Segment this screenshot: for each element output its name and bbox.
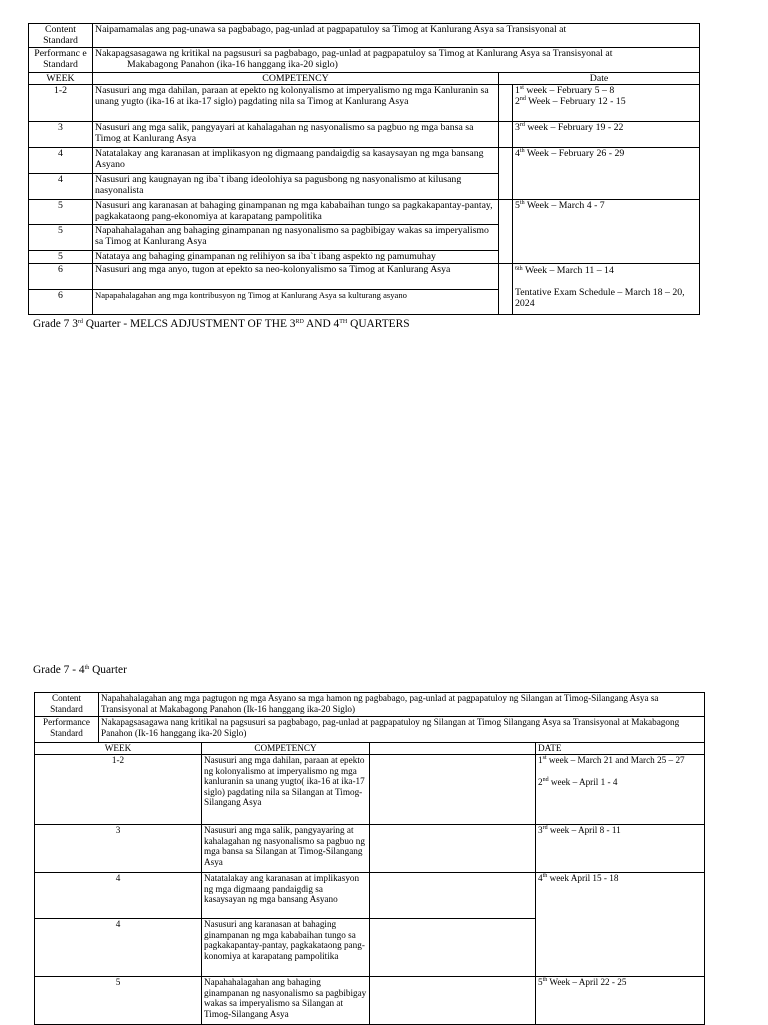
competency-cell: Nasusuri ang mga salik, pangyayaring at kahalagahan ng nasyonalismo sa pagbuo ng mga bansa sa Silangan at Timog-Silangang Asya bbox=[202, 825, 370, 873]
q4-performance-standard-label: Performance Standard bbox=[35, 717, 99, 743]
q3-performance-text-line1: Nakapagsasagawa ng kritikal na pagsusuri sa pagbabago, pag-unlad at pagpapatuloy sa Timog at Kanlurang Asya sa Transisyonal at bbox=[95, 48, 613, 59]
date-cell bbox=[536, 755, 705, 825]
q4-competency-header: COMPETENCY bbox=[202, 743, 370, 755]
date-text: 4 bbox=[538, 873, 543, 883]
q4-header-row bbox=[35, 743, 705, 755]
date-cell bbox=[513, 85, 700, 122]
date-text: Week – February 12 - 15 bbox=[525, 96, 626, 107]
date-suffix: st bbox=[542, 755, 547, 761]
date-suffix: th bbox=[519, 148, 525, 154]
date-suffix: nd bbox=[519, 96, 526, 102]
q3-content-standard-label: Content Standard bbox=[29, 24, 93, 48]
date-text: Week – March 4 - 7 bbox=[524, 200, 605, 211]
q3-performance-standard-row bbox=[29, 48, 700, 73]
spacer-cell bbox=[370, 755, 536, 825]
date-text: 2 bbox=[515, 96, 520, 107]
competency-cell: Nasusuri ang mga anyo, tugon at epekto sa neo-kolonyalismo sa Timog at Kanlurang Asya bbox=[93, 264, 499, 290]
competency-cell: Nasusuri ang mga dahilan, paraan at epekto ng kolonyalismo at imperyalismo ng mga kanluranin sa unang yugto( ika-16 at ika-17 siglo) pagdating nila sa Silangan at Timog-Silangang Asya bbox=[202, 755, 370, 825]
spacer-cell bbox=[370, 977, 536, 1025]
competency-cell: Nasusuri ang karanasan at bahaging ginampanan ng mga kababaihan tungo sa pagkakapantay-pantay, pagkakataong pang-konomiya at karapatang pampolitika bbox=[202, 919, 370, 977]
week-cell: 6 bbox=[29, 290, 93, 315]
q4-week-header: WEEK bbox=[35, 743, 202, 755]
date-suffix: th bbox=[519, 200, 525, 206]
date-suffix: rd bbox=[519, 122, 525, 128]
competency-cell: Napahahalagahan ang bahaging ginampanan ng nasyonalismo sa pagbibigay wakas sa imperyalismo sa Timog at Kanlurang Asya bbox=[93, 225, 499, 251]
date-suffix: th bbox=[542, 873, 548, 879]
competency-cell: Natataya ang bahaging ginampanan ng relihiyon sa iba`t ibang aspekto ng pamumuhay bbox=[93, 251, 499, 264]
q4-performance-standard-row bbox=[35, 717, 705, 743]
date-text: week – April 8 - 11 bbox=[547, 825, 621, 835]
date-text: 3 bbox=[515, 122, 520, 133]
date-cell bbox=[536, 825, 705, 873]
table-row bbox=[29, 122, 700, 148]
week-cell: 4 bbox=[35, 919, 202, 977]
competency-cell: Nasusuri ang mga salik, pangyayari at kahalagahan ng nasyonalismo sa pagbuo ng mga bansa sa Timog at Kanlurang Asya bbox=[93, 122, 499, 148]
competency-cell: Nasusuri ang kaugnayan ng iba`t ibang ideolohiya sa pagusbong ng nasyonalismo at kilusang nasyonalista bbox=[93, 174, 499, 200]
spacer-cell bbox=[370, 825, 536, 873]
table-row bbox=[35, 755, 705, 825]
date-cell bbox=[536, 873, 705, 977]
competency-cell: Nasusuri ang mga dahilan, paraan at epekto ng kolonyalismo at imperyalismo ng mga Kanluranin sa unang yugto (ika-16 at ika-17 siglo) pagdating nila sa Timog at Kanlurang Asya bbox=[93, 85, 499, 122]
week-cell: 5 bbox=[35, 977, 202, 1025]
spacer-cell bbox=[370, 919, 536, 977]
spacer-cell bbox=[370, 743, 536, 755]
date-cell bbox=[536, 977, 705, 1025]
q4-date-header: DATE bbox=[536, 743, 705, 755]
date-cell bbox=[513, 200, 700, 264]
exam-schedule-text: Tentative Exam Schedule – March 18 – 20, 2024 bbox=[515, 287, 685, 309]
date-cell bbox=[513, 148, 700, 200]
q3-content-standard-text: Naipamamalas ang pag-unawa sa pagbabago, pag-unlad at pagpapatuloy sa Timog at Kanlurang Asya sa Transisyonal at bbox=[93, 24, 700, 48]
week-cell: 5 bbox=[29, 200, 93, 225]
q3-header-row bbox=[29, 73, 700, 85]
date-text: week April 15 - 18 bbox=[547, 873, 619, 883]
q3-performance-text-line2: Makabagong Panahon (ika-16 hanggang ika-20 siglo) bbox=[127, 59, 338, 70]
date-text: week – March 21 and March 25 – 27 bbox=[546, 755, 685, 765]
competency-cell: Napahahalagahan ang bahaging ginampanan ng nasyonalismo sa pagbibigay wakas sa imperyalismo sa Silangan at Timog-Silangang Asya bbox=[202, 977, 370, 1025]
table-row bbox=[29, 264, 700, 290]
week-cell: 6 bbox=[29, 264, 93, 290]
date-text: 4 bbox=[515, 148, 520, 159]
spacer-cell bbox=[499, 200, 513, 264]
q3-caption: Grade 7 3rd Quarter - MELCS ADJUSTMENT OF THE 3RD AND 4TH QUARTERS bbox=[33, 318, 410, 330]
date-suffix: st bbox=[519, 85, 524, 91]
date-text: 2 bbox=[538, 776, 543, 787]
spacer-cell bbox=[499, 85, 513, 122]
q3-week-header: WEEK bbox=[29, 73, 93, 85]
week-cell: 3 bbox=[35, 825, 202, 873]
table-row bbox=[35, 977, 705, 1025]
q4-content-standard-label: Content Standard bbox=[35, 693, 99, 717]
date-suffix: th bbox=[542, 977, 548, 983]
q4-content-standard-row bbox=[35, 693, 705, 717]
week-cell: 5 bbox=[29, 225, 93, 251]
date-text: week – February 5 – 8 bbox=[523, 85, 615, 96]
spacer-cell bbox=[499, 264, 513, 315]
date-text: week – February 19 - 22 bbox=[524, 122, 624, 133]
spacer-cell bbox=[499, 148, 513, 200]
table-row bbox=[29, 85, 700, 122]
date-text: 1 bbox=[538, 755, 543, 765]
q4-content-standard-text: Napahahalagahan ang mga pagtugon ng mga Asyano sa mga hamon ng pagbabago, pag-unlad at pagpapatuloy ng Silangan at Timog-Silangang Asya sa Transisyonal at Makabagong Panahon (Ik-16 hanggang ika-20 Siglo) bbox=[99, 693, 705, 717]
q3-performance-standard-label: Performanc e Standard bbox=[29, 48, 93, 73]
date-suffix: rd bbox=[542, 825, 548, 831]
date-text: 3 bbox=[538, 825, 543, 835]
date-cell bbox=[513, 264, 700, 315]
week-cell: 4 bbox=[35, 873, 202, 919]
week-cell: 3 bbox=[29, 122, 93, 148]
date-text: 5 bbox=[538, 977, 543, 987]
date-text: Week – February 26 - 29 bbox=[524, 148, 625, 159]
week-cell: 5 bbox=[29, 251, 93, 264]
date-text: 6th bbox=[515, 266, 523, 272]
q3-date-header: Date bbox=[499, 73, 700, 85]
table-row bbox=[29, 200, 700, 225]
q4-performance-standard-text: Nakapagsasagawa nang kritikal na pagsusuri sa pagbabago, pag-unlad at pagpapatuloy ng Silangan at Timog Silangang Asya sa Transisyonal at Makabagong Panahon (Ik-16 hanggang ika-20 Siglo) bbox=[99, 717, 705, 743]
date-text: 1 bbox=[515, 85, 520, 96]
competency-cell: Napapahalagahan ang mga kontribusyon ng Timog at Kanlurang Asya sa kulturang asyano bbox=[93, 290, 499, 315]
q3-content-standard-row bbox=[29, 24, 700, 48]
competency-cell: Nasusuri ang karanasan at bahaging ginampanan ng mga kababaihan tungo sa pagkakapantay-pantay, pagkakataong pang-ekonomiya at karapatang pampolitika bbox=[93, 200, 499, 225]
q3-melcs-table bbox=[28, 23, 700, 315]
week-cell: 1-2 bbox=[29, 85, 93, 122]
competency-cell: Natatalakay ang karanasan at implikasyon ng mga digmaang pandaigdig sa kasaysayan ng mga bansang Asyano bbox=[202, 873, 370, 919]
spacer-cell bbox=[370, 873, 536, 919]
competency-cell: Natatalakay ang karanasan at implikasyon ng digmaang pandaigdig sa kasaysayan ng mga bansang Asyano bbox=[93, 148, 499, 174]
table-row bbox=[35, 825, 705, 873]
date-text: 5 bbox=[515, 200, 520, 211]
spacer-cell bbox=[499, 122, 513, 148]
q4-heading: Grade 7 - 4th Quarter bbox=[33, 664, 127, 676]
date-suffix: nd bbox=[542, 776, 549, 783]
date-text: week – April 1 - 4 bbox=[548, 776, 618, 787]
week-cell: 1-2 bbox=[35, 755, 202, 825]
table-row bbox=[35, 873, 705, 919]
date-text: Week – April 22 - 25 bbox=[547, 977, 627, 987]
week-cell: 4 bbox=[29, 174, 93, 200]
q4-melcs-table bbox=[34, 692, 705, 1025]
date-text: Week – March 11 – 14 bbox=[522, 265, 614, 276]
week-cell: 4 bbox=[29, 148, 93, 174]
table-row bbox=[29, 148, 700, 174]
q3-performance-standard-text bbox=[93, 48, 700, 73]
q3-competency-header: COMPETENCY bbox=[93, 73, 499, 85]
date-cell bbox=[513, 122, 700, 148]
